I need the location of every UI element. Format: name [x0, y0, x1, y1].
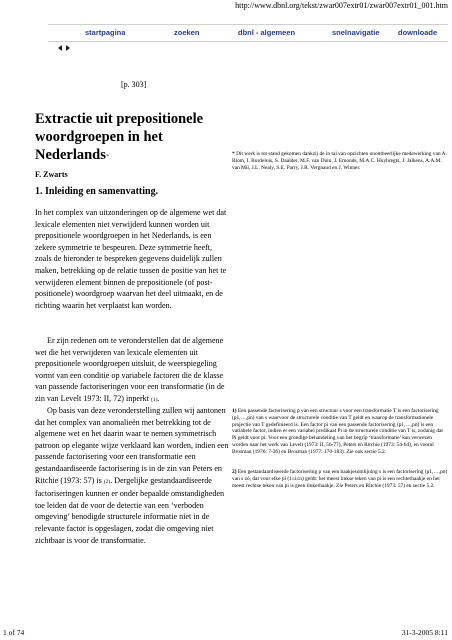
footnote-star-marker: * — [232, 151, 235, 157]
article-author: F. Zwarts — [35, 170, 68, 179]
section-heading: 1. Inleiding en samenvatting. — [35, 186, 159, 197]
footnote-1-text: Een passende factorisering p van een structuur s voor een transformatie T is een factorisering (p1,…,pn) van s waarvoor de structurele conditie van T geldt en waarop de transformationele projectie van T gedefinieerd is. Een factor pi van een passende factorisering (p1,…,pn) is een variabele factor, indien er een variabel predikaat Pi in de structurele conditie van T is, zodanig dat Pi geldt voor pi. Voor een grondige behandeling van het begrip ‘transformatie’ kan verwezen worden naar het werk van Levelt (1973: II, 56-77), Peters en Ritchie (1973: 54-64), en vooral Brosman (1976: 7-36) en Brosman (1977: 170-183). Zie ook sectie 5.2. — [232, 408, 443, 455]
arrow-right-icon[interactable] — [66, 45, 70, 51]
nav-link-dbnl-algemeen[interactable]: dbnl - algemeen — [238, 28, 296, 37]
nav-link-downloaden[interactable]: downloade — [398, 28, 438, 37]
top-navigation-bar — [48, 24, 448, 42]
footnote-ref-1[interactable]: (1) — [150, 396, 158, 403]
print-datetime: 31-3-2005 8:11 — [401, 628, 448, 637]
title-footnote-marker[interactable]: * — [105, 153, 110, 161]
nav-link-zoeken[interactable]: zoeken — [174, 28, 200, 37]
paragraph-3-text: Op basis van deze veronderstelling zullen wij aantonen dat het complex van anomalieën met betrekking tot de algemene wet en het daarin waar te nemen symmetrisch patroon op elegante wijze verklaard kan worden, indien een passende factorisering voor een transformatie een gestandaardiseerde factorisering is in de zin van Peters en Ritchie (1973: 57) is — [35, 406, 229, 485]
page-pager — [58, 43, 70, 53]
paragraph-2 — [35, 335, 230, 407]
paragraph-2-text: Er zijn redenen om te veronderstellen dat de algemene wet die het verwijderen van lexicale elementen uit prepositionele woordgroepen uitsluit, de weerspiegeling vormt van een conditie op variabele factoren die de klasse van passende factoriseringen voor een transformatie (in de zin van Levelt 1973: II, 72) inperkt — [35, 336, 225, 403]
arrow-left-icon[interactable] — [58, 45, 62, 51]
footnote-1 — [232, 408, 448, 456]
paragraph-3 — [35, 405, 230, 546]
title-line-1: Extractie uit prepositionele — [35, 111, 204, 127]
paragraph-3-end: . Dergelijke gestandaardiseerde factoriseringen kunnen er onder bepaalde omstandigheden toe leiden dat de voor de detectie van een ‘verboden omgeving’ benodigde structurele informatie niet in de relevante factor is opgeslagen, zodat die omgeving niet zichtbaar is voor de transformatie. — [35, 475, 225, 545]
footnote-ref-2[interactable]: (2) — [103, 478, 111, 485]
nav-link-startpagina[interactable]: startpagina — [85, 28, 126, 37]
footnote-1-marker: 1) — [232, 408, 237, 414]
paragraph-1: In het complex van uitzonderingen op de algemene wet dat lexicale elementen niet verwijderd kunnen worden uit prepositionele woordgroepen in het Nederlands, is een zekere symmetrie te bespeuren. Deze symmetrie heeft, zoals de hieronder te bespreken gegevens duidelijk zullen maken, betrekking op de relatie tussen de positie van het te verwijderen element binnen de prepositionele (of post-positionele) woordgroep waarvan het deel uitmaakt, en de richting waarin het verplaatst kan worden. — [35, 208, 227, 310]
footnote-star — [232, 151, 448, 171]
print-page-count: 1 of 74 — [3, 628, 25, 637]
browser-url: http://www.dbnl.org/tekst/zwar007extr01/zwar007extr01_001.htm — [235, 1, 448, 10]
footnote-star-text: Dit werk is tot stand gekomen dankzij de in tal van opzichten onontbeerlijke medewerking van A. Blom, I. Bordelois, S. Daalder, M.F. van Duin, J. Emonds, M.A.C. Huybregts, J. Jalkens, A.A.M. van Mil, J.L. Nealy, S.E. Parry, J.R. Vergnaud en J. Winner. — [232, 151, 447, 171]
footnote-2 — [232, 469, 448, 489]
article-title — [35, 110, 235, 166]
title-line-3: Nederlands — [35, 147, 106, 163]
nav-link-snelnavigatie[interactable]: snelnavigatie — [332, 28, 380, 37]
title-line-2: woordgroepen in het — [35, 129, 163, 145]
footnote-2-text: Een gestandaardiseerde factorisering p van een baakjesomlijning s is een factorisering (p1,…,pn) van s zó, dat voor elke pi (1≤i≤n) geldt: het meest linkse teken van pi is een rechterhaakje en het meest rechtse teken van pi is geen linkerhaakje. Zie Peters en Ritchie (1973: 57) en sectie 5.2. — [232, 469, 448, 489]
footnote-2-marker: 2) — [232, 469, 237, 475]
page-reference: [p. 303] — [121, 80, 147, 89]
paragraph-2-end: . — [157, 393, 160, 403]
